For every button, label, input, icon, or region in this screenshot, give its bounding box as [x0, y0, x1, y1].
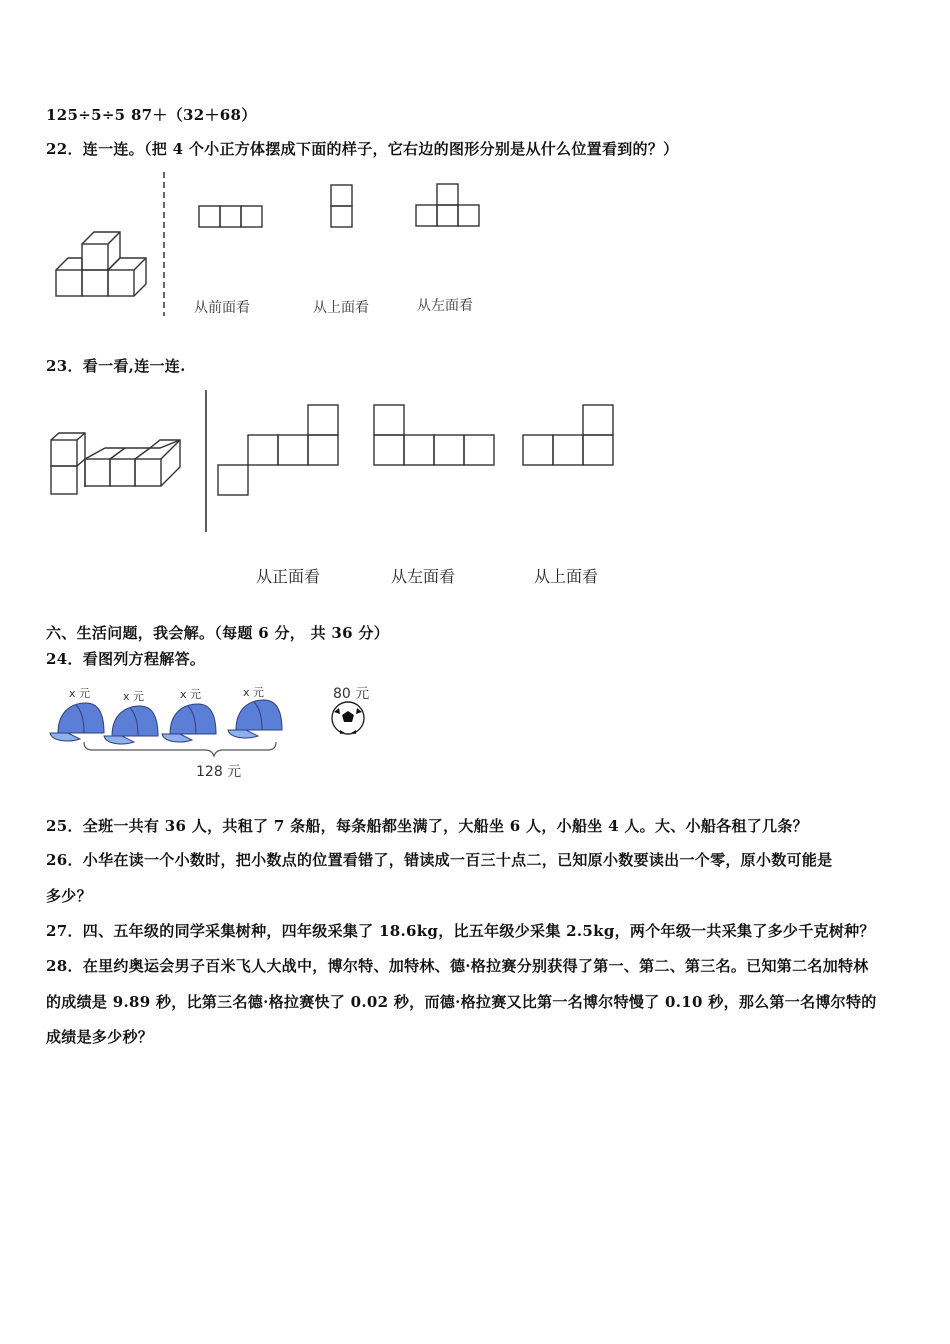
brace [84, 742, 276, 756]
question-28-line3: 成绩是多少秒？ [46, 1028, 154, 1046]
label-left-view: 从左面看 [417, 298, 473, 314]
label-front-view-23: 从正面看 [256, 567, 321, 586]
cap-price-1: x 元 [69, 687, 91, 700]
cap-icon-2 [104, 706, 158, 744]
cap-price-2: x 元 [123, 690, 145, 703]
soccer-ball-icon [332, 702, 364, 734]
question-28-line1: 28．在里约奥运会男子百米飞人大战中，博尔特、加特林、德·格拉赛分别获得了第一、第二、第三名。已知第二名加特林 [46, 957, 869, 975]
calc-line: 125÷5÷5 87＋（32＋68） [46, 106, 257, 124]
label-left-view-23: 从左面看 [391, 567, 456, 586]
question-24: 24．看图列方程解答。 [46, 650, 206, 668]
cap-icon-1 [50, 703, 104, 741]
cap-icon-4 [228, 700, 282, 738]
label-top-view-23: 从上面看 [534, 567, 599, 586]
ball-price: 80 元 [333, 686, 370, 702]
cap-price-3: x 元 [180, 688, 202, 701]
question-26-line1: 26．小华在读一个小数时，把小数点的位置看错了，错读成一百三十点二，已知原小数要读出一个零，原小数可能是 [46, 851, 833, 869]
label-front-view: 从前面看 [194, 300, 250, 316]
total-price: 128 元 [196, 764, 242, 780]
question-27: 27．四、五年级的同学采集树种，四年级采集了 18.6kg，比五年级少采集 2.5kg，两个年级一共采集了多少千克树种？ [46, 922, 875, 940]
label-top-view: 从上面看 [313, 300, 369, 316]
cap-price-4: x 元 [243, 686, 265, 699]
question-23: 23．看一看,连一连. [46, 357, 186, 375]
section-6-heading: 六、生活问题，我会解。（每题 6 分， 共 36 分） [46, 624, 390, 642]
question-22: 22．连一连。（把 4 个小正方体摆成下面的样子，它右边的图形分别是从什么位置看到的？） [46, 140, 679, 158]
question-25: 25．全班一共有 36 人，共租了 7 条船，每条船都坐满了，大船坐 6 人，小船坐 4 人。大、小船各租了几条？ [46, 817, 808, 835]
question-26-line2: 多少？ [46, 887, 92, 905]
question-28-line2: 的成绩是 9.89 秒，比第三名德·格拉赛快了 0.02 秒，而德·格拉赛又比第一名博尔特慢了 0.10 秒，那么第一名博尔特的 [46, 993, 877, 1011]
cap-icon-3 [162, 704, 216, 742]
